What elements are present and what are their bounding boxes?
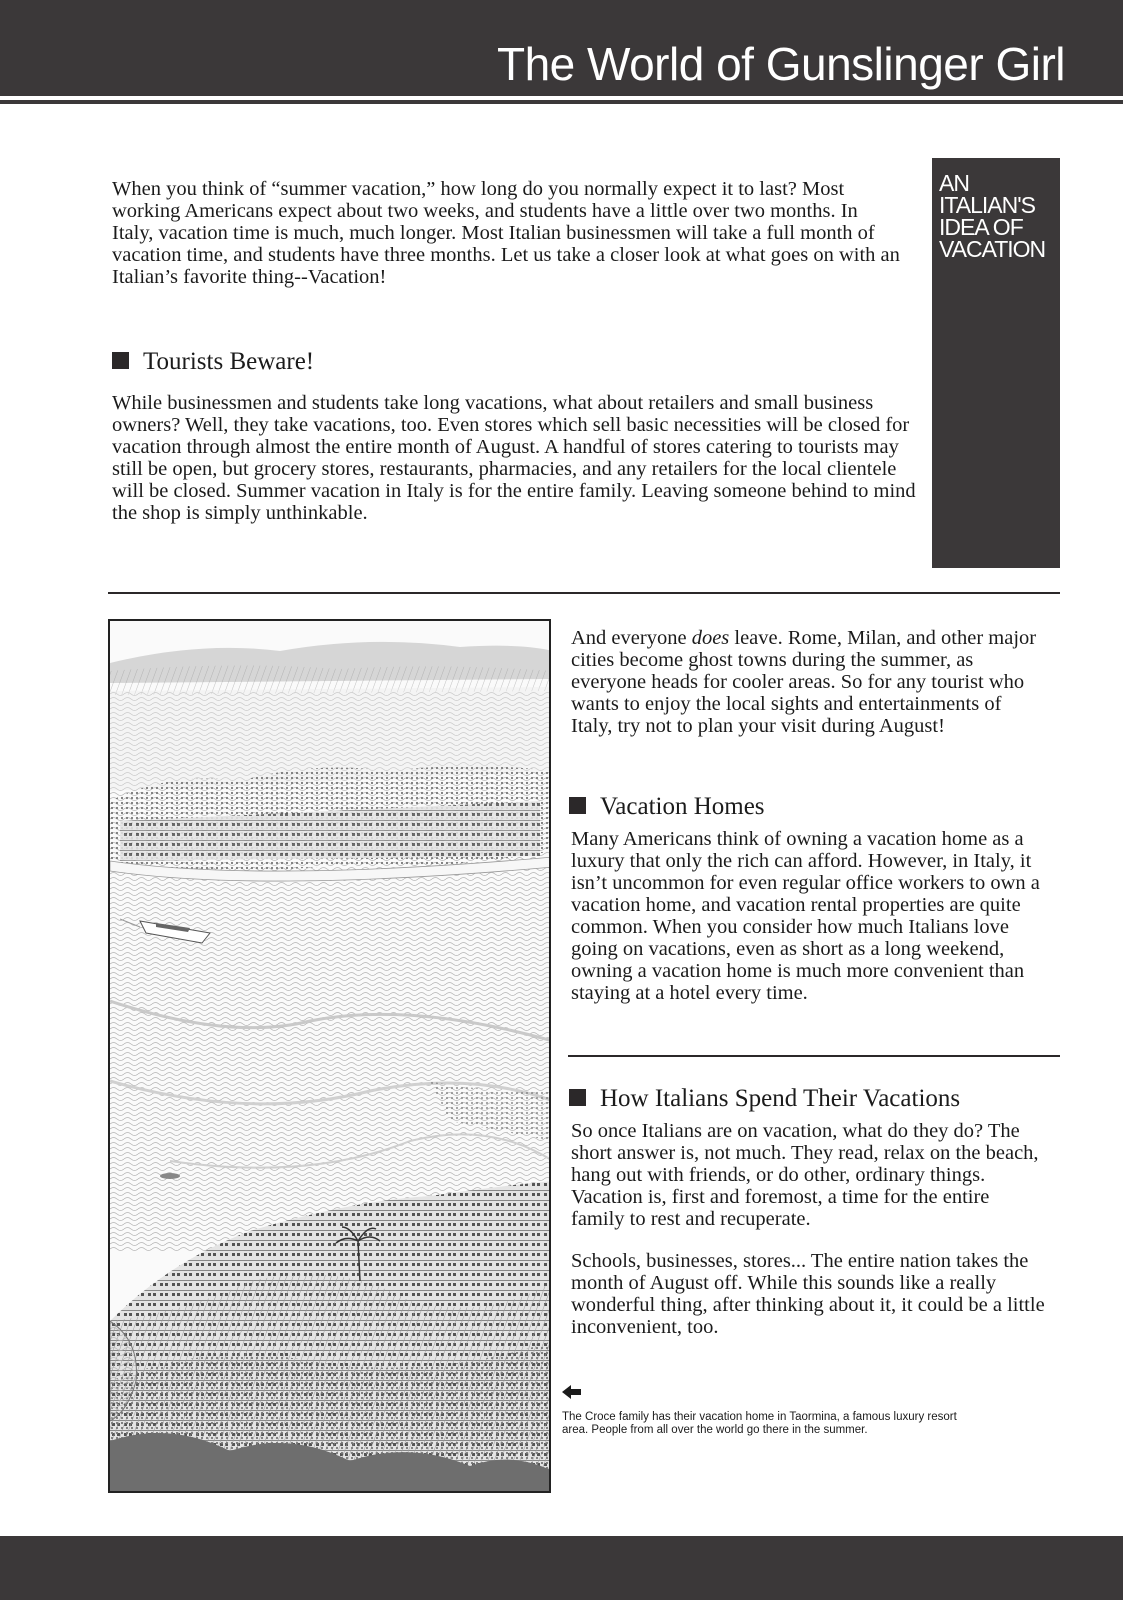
tourists-paragraph: While businessmen and students take long vacations, what about retailers and small business owners? Well, they take vacations, too. Even stores which sell basic necessities will be closed for vacation through almost the entire month of August. A handful of stores catering to tourists may still be open, but grocery stores, restaurants, pharmacies, and any retailers for the local clientele will be closed. Summer vacation in Italy is for the entire family. Leaving someone behind to mind the shop is simply unthinkable.	[112, 392, 916, 524]
vacation-homes-paragraph: Many Americans think of owning a vacation home as a luxury that only the rich can afford. However, in Italy, it isn’t uncommon for even regular office workers to own a vacation home, and vacation rental properties are quite common. When you consider how much Italians love going on vacations, even as short as a long weekend, owning a vacation home is much more convenient than staying at a hotel every time.	[571, 828, 1040, 1004]
paragraph-rest: leave. Rome, Milan, and other major cities become ghost towns during the summer, as everyone heads for cooler areas. So for any tourist who wants to enjoy the local sights and entertainments of Italy, try not to plan your visit during August!	[571, 627, 1037, 737]
section-heading-how-spend	[569, 1084, 960, 1114]
header-bar	[0, 0, 1123, 96]
coastline-illustration	[108, 619, 551, 1493]
how-spend-paragraph-1: So once Italians are on vacation, what do they do? The short answer is, not much. They read, relax on the beach, hang out with friends, or do other, ordinary things. Vacation is, first and foremost, a time for the entire family to rest and recuperate.	[571, 1120, 1039, 1230]
everyone-leaves-paragraph	[571, 627, 1043, 737]
section-heading-tourists	[112, 347, 314, 377]
section-heading-vacation-homes	[569, 792, 765, 822]
paragraph-lead: And everyone	[571, 627, 692, 649]
heading-text: Tourists Beware!	[143, 348, 315, 375]
square-bullet-icon	[569, 1089, 586, 1106]
sidebar-title: AN ITALIAN'S IDEA OF VACATION	[939, 170, 1046, 262]
arrow-left-icon	[562, 1384, 582, 1400]
section-divider	[568, 1055, 1060, 1057]
square-bullet-icon	[569, 797, 586, 814]
intro-paragraph: When you think of “summer vacation,” how long do you normally expect it to last? Most working Americans expect about two weeks, and students have a little over two months. In Italy, vacation time is much, much longer. Most Italian businessmen will take a full month of vacation time, and students have three months. Let us take a closer look at what goes on with an Italian’s favorite thing--Vacation!	[112, 178, 900, 288]
heading-text: How Italians Spend Their Vacations	[600, 1085, 961, 1112]
illustration-caption: The Croce family has their vacation home in Taormina, a famous luxury resort area. People from all over the world go there in the summer.	[562, 1411, 957, 1436]
sidebar-box	[932, 158, 1060, 568]
how-spend-paragraph-2: Schools, businesses, stores... The entire nation takes the month of August off. While this sounds like a really wonderful thing, after thinking about it, it could be a little inconvenient, too.	[571, 1250, 1045, 1338]
section-divider	[108, 592, 1060, 594]
heading-text: Vacation Homes	[600, 793, 765, 820]
page-title: The World of Gunslinger Girl	[496, 38, 1065, 90]
square-bullet-icon	[112, 352, 129, 369]
emphasis-does: does	[691, 627, 730, 649]
footer-bar	[0, 1536, 1123, 1600]
header-rule	[0, 100, 1123, 104]
